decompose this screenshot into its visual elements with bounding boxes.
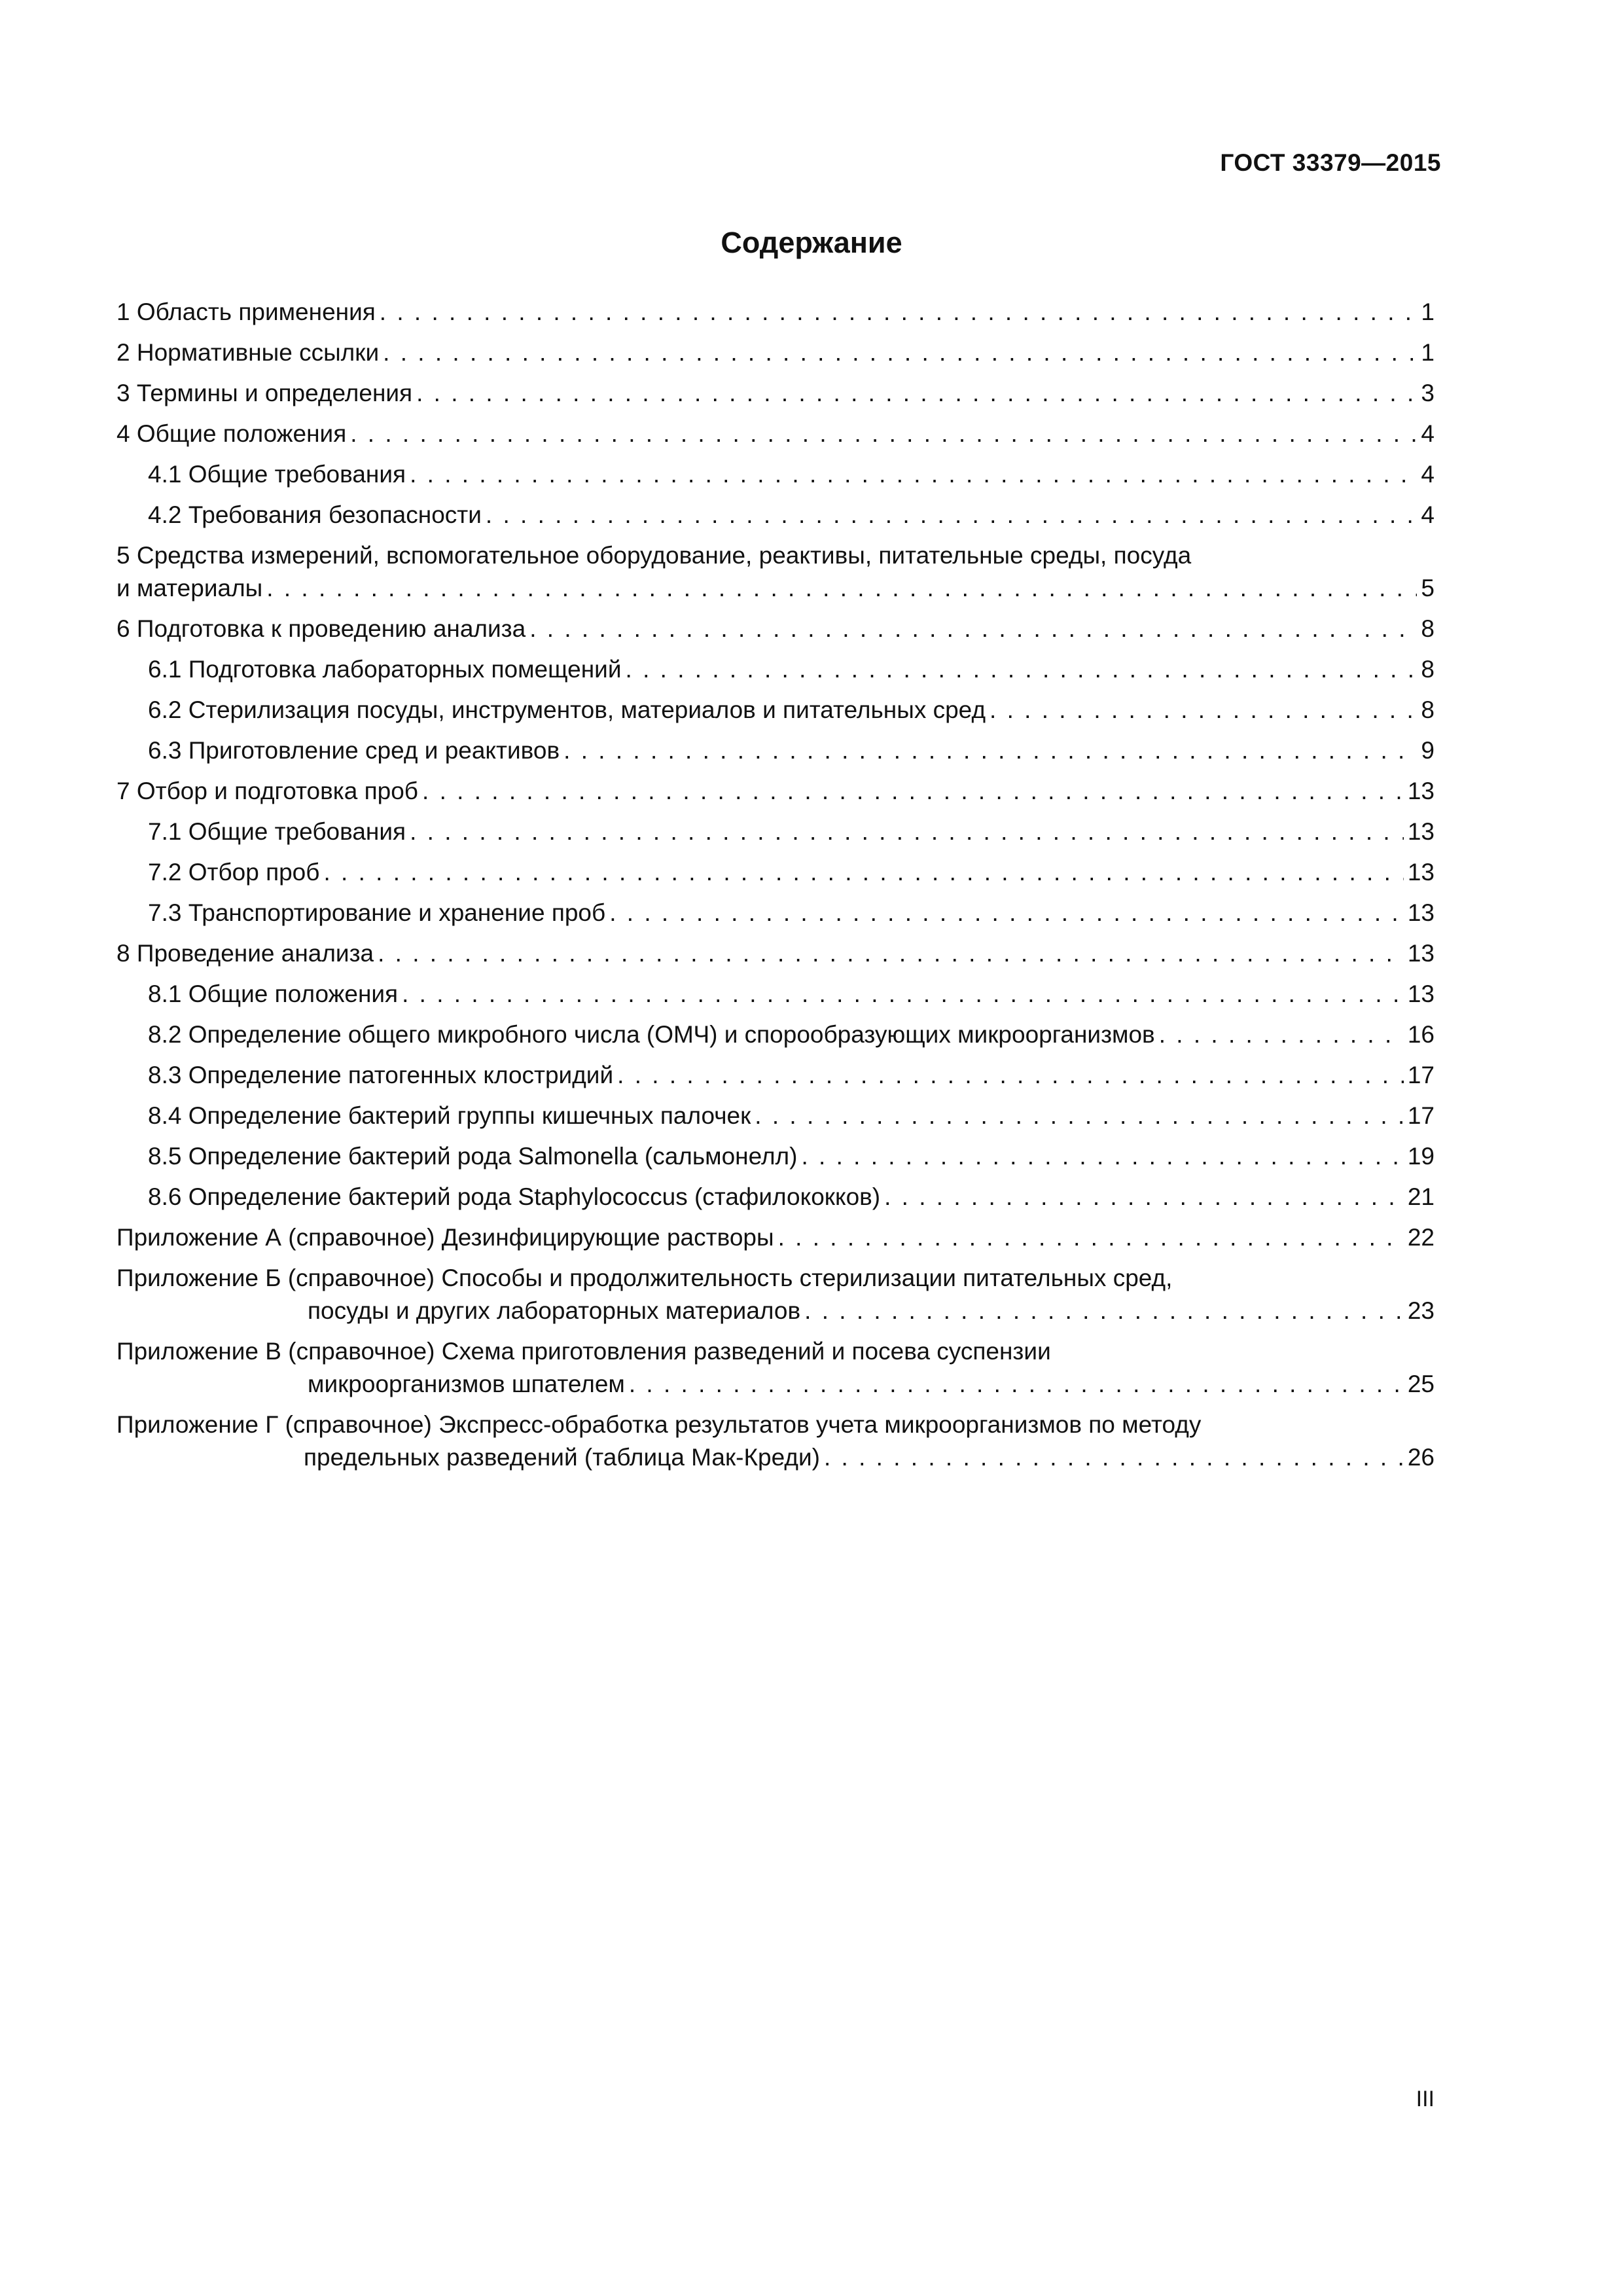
toc-entry-annex-a[interactable] [116,1221,1435,1254]
toc-entry-7[interactable] [116,775,1435,808]
toc-entry-page: 19 [1407,1143,1435,1170]
dot-leader [563,734,1417,767]
toc-entry-1[interactable] [116,296,1435,329]
toc-entry-label: 2 Нормативные ссылки [116,339,380,366]
toc-entry-label: 8.3 Определение патогенных клостридий [148,1062,614,1088]
toc-title: Содержание [721,226,902,259]
toc-entry-3[interactable] [116,377,1435,410]
toc-entry-page: 23 [1407,1297,1435,1324]
dot-leader [416,377,1417,410]
dot-leader [617,1059,1404,1092]
dot-leader [383,336,1417,369]
toc-entry-label: 8.5 Определение бактерий рода Salmonella (сальмонелл) [148,1143,798,1170]
dot-leader [323,856,1403,889]
toc-entry-label-cont: предельных разведений (таблица Мак-Креди) [304,1444,820,1471]
toc-entry-8-3[interactable] [116,1059,1435,1092]
toc-entry-label: 8.4 Определение бактерий группы кишечных палочек [148,1102,751,1129]
dot-leader [410,458,1417,491]
dot-leader [402,978,1404,1011]
toc-entry-annex-v[interactable] [116,1335,1435,1401]
toc-entry-8-4[interactable] [116,1100,1435,1132]
toc-entry-label-cont: посуды и других лабораторных материалов [308,1297,801,1324]
toc-entry-page: 13 [1407,980,1435,1007]
toc-entry-6-2[interactable] [116,694,1435,726]
toc-entry-label: 6.1 Подготовка лабораторных помещений [148,656,622,683]
dot-leader [626,653,1418,686]
toc-entry-2[interactable] [116,336,1435,369]
toc-entry-label-cont: и материалы [116,575,263,601]
toc-entry-label: 7.1 Общие требования [148,818,406,845]
toc-entry-label: 3 Термины и определения [116,380,413,406]
toc-entry-label: 6.3 Приготовление сред и реактивов [148,737,560,764]
toc-entry-8-2[interactable] [116,1018,1435,1051]
toc-entry-label: 8.2 Определение общего микробного числа (ОМЧ) и спорообразующих микроорганизмов [148,1021,1155,1048]
dot-leader [529,613,1417,645]
dot-leader [755,1100,1404,1132]
toc-entry-page: 9 [1421,737,1435,764]
toc-entry-6-3[interactable] [116,734,1435,767]
toc-entry-label: 6 Подготовка к проведению анализа [116,615,526,642]
dot-leader [990,694,1417,726]
toc-entry-6[interactable] [116,613,1435,645]
toc-entry-label: 1 Область применения [116,298,376,325]
toc-entry-page: 13 [1407,899,1435,926]
dot-leader [380,296,1418,329]
toc-entry-label-cont: микроорганизмов шпателем [308,1371,625,1397]
dot-leader [801,1140,1403,1173]
dot-leader [804,1295,1404,1327]
toc-entry-label: 8.1 Общие положения [148,980,399,1007]
toc-entry-page: 22 [1407,1224,1435,1251]
toc-entry-4-2[interactable] [116,499,1435,531]
toc-entry-8-1[interactable] [116,978,1435,1011]
table-of-contents [116,296,1435,1482]
toc-entry-page: 13 [1407,818,1435,845]
dot-leader [350,418,1417,450]
toc-entry-annex-b[interactable] [116,1262,1435,1327]
toc-entry-label: 4.2 Требования безопасности [148,501,482,528]
dot-leader [422,775,1404,808]
toc-entry-7-2[interactable] [116,856,1435,889]
toc-entry-label: 8 Проведение анализа [116,940,374,967]
toc-entry-label: 8.6 Определение бактерий рода Staphylococcus (стафилококков) [148,1183,881,1210]
toc-entry-page: 21 [1407,1183,1435,1210]
dot-leader [884,1181,1404,1213]
toc-entry-label: 7.2 Отбор проб [148,859,320,886]
toc-entry-page: 13 [1407,778,1435,804]
dot-leader [778,1221,1404,1254]
toc-entry-label: Приложение Б (справочное) Способы и продолжительность стерилизации питательных сред, [116,1265,1173,1291]
dot-leader [629,1368,1404,1401]
toc-entry-page: 4 [1421,501,1435,528]
toc-entry-label: Приложение Г (справочное) Экспресс-обработка результатов учета микроорганизмов по методу [116,1411,1202,1438]
toc-entry-page: 16 [1407,1021,1435,1048]
toc-entry-8[interactable] [116,937,1435,970]
dot-leader [410,816,1404,848]
toc-entry-page: 8 [1421,656,1435,683]
dot-leader [266,572,1417,605]
dot-leader [486,499,1418,531]
toc-entry-page: 5 [1421,575,1435,601]
toc-entry-page: 13 [1407,859,1435,886]
toc-entry-7-1[interactable] [116,816,1435,848]
document-code: ГОСТ 33379—2015 [1220,149,1441,176]
page-number: III [1416,2087,1435,2111]
toc-entry-label: 6.2 Стерилизация посуды, инструментов, материалов и питательных сред [148,696,986,723]
toc-entry-page: 17 [1407,1102,1435,1129]
dot-leader [824,1441,1404,1474]
toc-entry-page: 4 [1421,420,1435,447]
toc-entry-5[interactable] [116,539,1435,605]
toc-entry-label: 7 Отбор и подготовка проб [116,778,419,804]
dot-leader [1159,1018,1404,1051]
toc-entry-label: Приложение А (справочное) Дезинфицирующие растворы [116,1224,774,1251]
toc-entry-page: 4 [1421,461,1435,488]
toc-entry-page: 8 [1421,615,1435,642]
toc-entry-page: 17 [1407,1062,1435,1088]
toc-entry-page: 3 [1421,380,1435,406]
toc-entry-page: 1 [1421,339,1435,366]
toc-entry-label: 4.1 Общие требования [148,461,406,488]
toc-entry-label: 4 Общие положения [116,420,347,447]
toc-entry-page: 25 [1407,1371,1435,1397]
toc-entry-8-6[interactable] [116,1181,1435,1213]
dot-leader [378,937,1404,970]
toc-entry-page: 26 [1407,1444,1435,1471]
toc-entry-page: 1 [1421,298,1435,325]
toc-entry-label: Приложение В (справочное) Схема приготовления разведений и посева суспензии [116,1338,1051,1365]
toc-entry-page: 8 [1421,696,1435,723]
toc-entry-label: 7.3 Транспортирование и хранение проб [148,899,606,926]
toc-entry-label: 5 Средства измерений, вспомогательное оборудование, реактивы, питательные среды, посуда [116,542,1192,569]
toc-entry-4-1[interactable] [116,458,1435,491]
dot-leader [609,897,1404,929]
toc-entry-8-5[interactable] [116,1140,1435,1173]
toc-entry-6-1[interactable] [116,653,1435,686]
toc-entry-page: 13 [1407,940,1435,967]
toc-entry-7-3[interactable] [116,897,1435,929]
toc-entry-4[interactable] [116,418,1435,450]
toc-entry-annex-g[interactable] [116,1408,1435,1474]
